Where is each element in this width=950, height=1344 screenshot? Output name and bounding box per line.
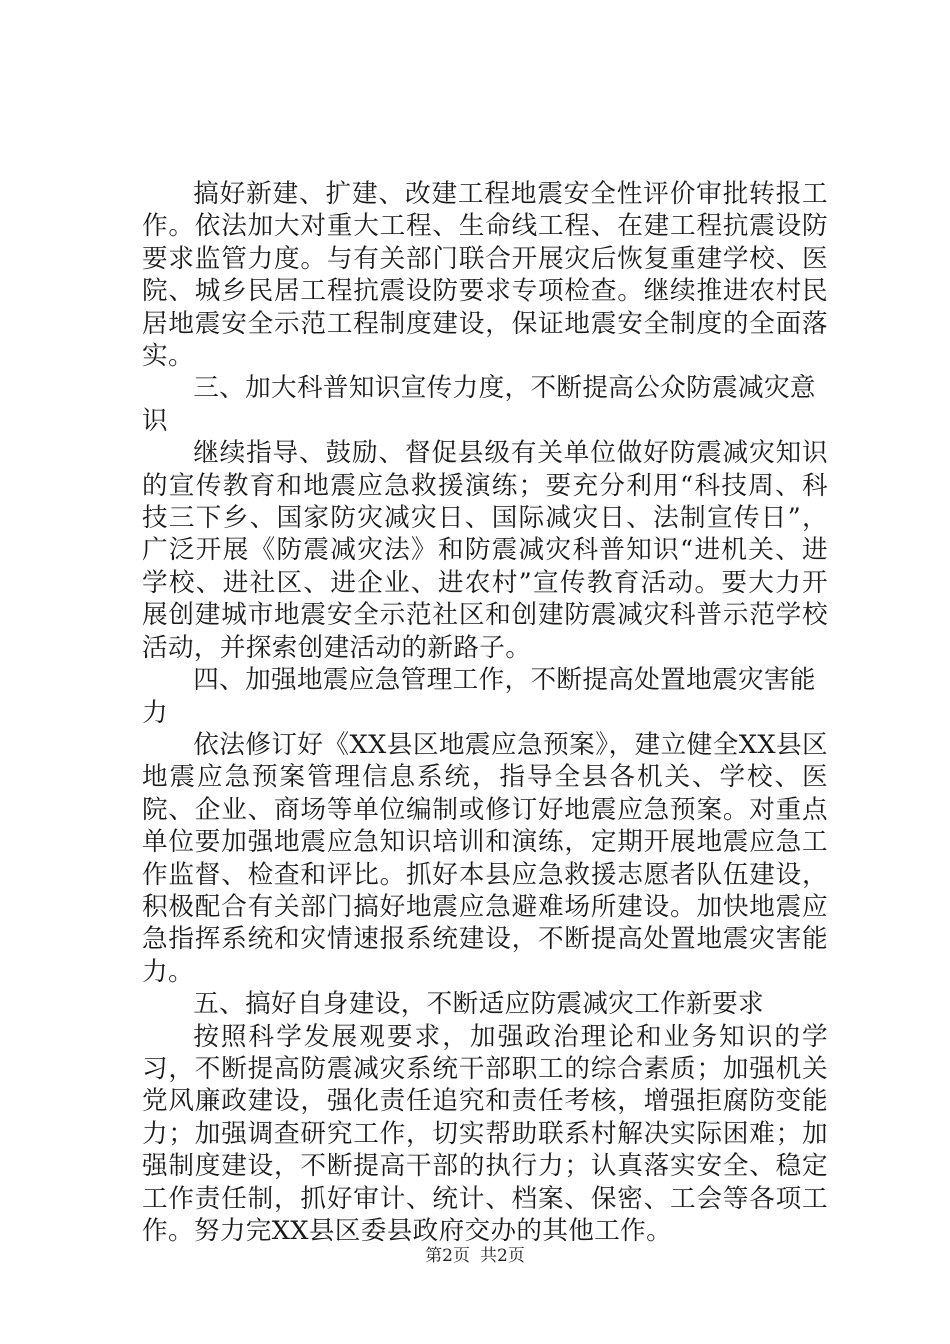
paragraph-science-popularization: 继续指导、鼓励、督促县级有关单位做好防震减灾知识的宣传教育和地震应急救援演练；要充分利用“科技周、科技三下乡、国家防灾减灾日、国际减灾日、法制宣传日”，广泛开展《防震减灾法》和防震减灾科普知识“进机关、进学校、进社区、进企业、进农村”宣传教育活动。要大力开展创建城市地震安全示范社区和创建防震减灾科普示范学校活动，并探索创建活动的新路子。 (142, 438, 828, 663)
section-heading-self-construction: 五、搞好自身建设，不断适应防震减灾工作新要求 (193, 989, 764, 1020)
paragraph-self-construction: 按照科学发展观要求，加强政治理论和业务知识的学习，不断提高防震减灾系统干部职工的综合素质；加强机关党风廉政建设，强化责任追究和责任考核，增强拒腐防变能力；加强调查研究工作，切实帮助联系村解决实际困难；加强制度建设，不断提高干部的执行力；认真落实安全、稳定工作责任制，抓好审计、统计、档案、保密、工会等各项工作。努力完XX县区委县政府交办的其他工作。 (142, 1021, 828, 1246)
document-body (142, 178, 828, 1247)
section-heading-emergency-management: 四、加强地震应急管理工作，不断提高处置地震灾害能力 (142, 665, 816, 728)
page-footer (0, 1245, 950, 1267)
section-heading-science-popularization: 三、加大科普知识宣传力度，不断提高公众防震减灾意识 (142, 373, 816, 436)
paragraph-earthquake-safety-evaluation: 搞好新建、扩建、改建工程地震安全性评价审批转报工作。依法加大对重大工程、生命线工程、在建工程抗震设防要求监管力度。与有关部门联合开展灾后恢复重建学校、医院、城乡民居工程抗震设防要求专项检查。继续推进农村民居地震安全示范工程制度建设，保证地震安全制度的全面落实。 (142, 179, 828, 372)
page-total: 共2页 (480, 1246, 525, 1266)
paragraph-emergency-management: 依法修订好《XX县区地震应急预案》，建立健全XX县区地震应急预案管理信息系统，指导全县各机关、学校、医院、企业、商场等单位编制或修订好地震应急预案。对重点单位要加强地震应急知识培训和演练，定期开展地震应急工作监督、检查和评比。抓好本县应急救援志愿者队伍建设，积极配合有关部门搞好地震应急避难场所建设。加快地震应急指挥系统和灾情速报系统建设，不断提高处置地震灾害能力。 (142, 729, 828, 987)
page-number: 第2页 (425, 1246, 470, 1266)
